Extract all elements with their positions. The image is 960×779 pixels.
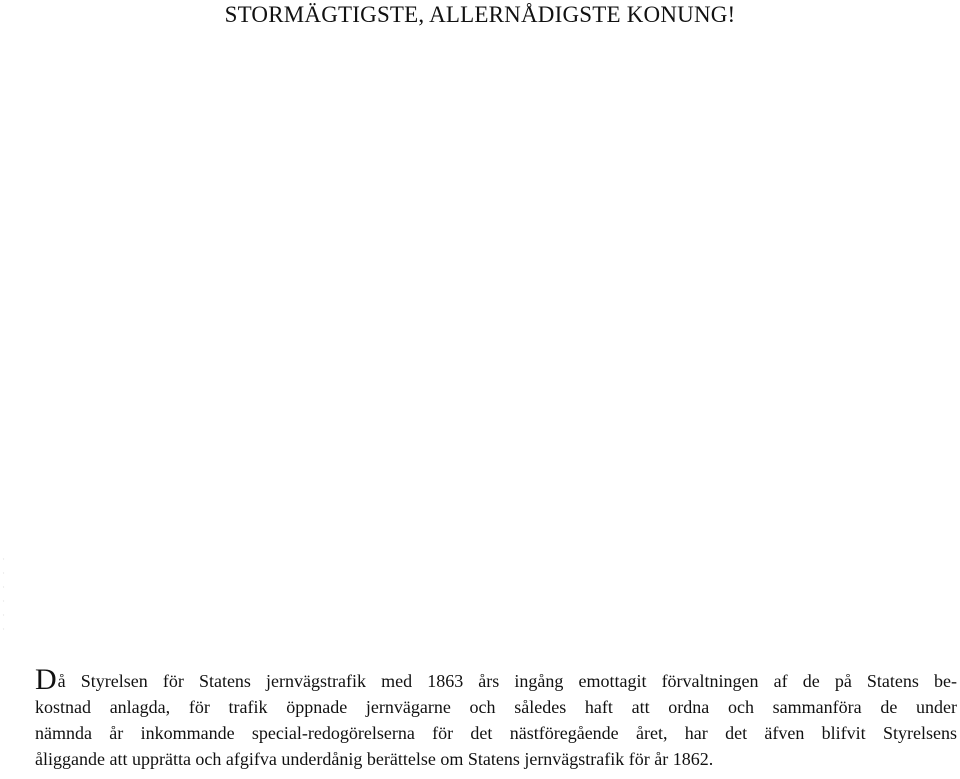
drop-cap: D [35,663,57,696]
margin-dots [2,552,5,632]
paragraph-line-1 [35,663,957,696]
paragraph-line-4: åliggande att upprätta och afgifva underdånig berättelse om Statens jernvägstrafik för år 1862. [35,749,714,769]
document-paragraph [35,663,957,772]
paragraph-line-1-text: å Styrelsen för Statens jernvägstrafik med 1863 års ingång emottagit förvaltningen af de på Statens be- [57,671,957,691]
document-heading: STORMÄGTIGSTE, ALLERNÅDIGSTE KONUNG! [224,2,736,27]
paragraph-line-3: nämnda år inkommande special-redogörelserna för det nästföregående året, har det äfven blifvit Styrelsens [35,723,957,743]
paragraph-line-2: kostnad anlagda, för trafik öppnade jernvägarne och således haft att ordna och sammanföra de under [35,697,957,717]
